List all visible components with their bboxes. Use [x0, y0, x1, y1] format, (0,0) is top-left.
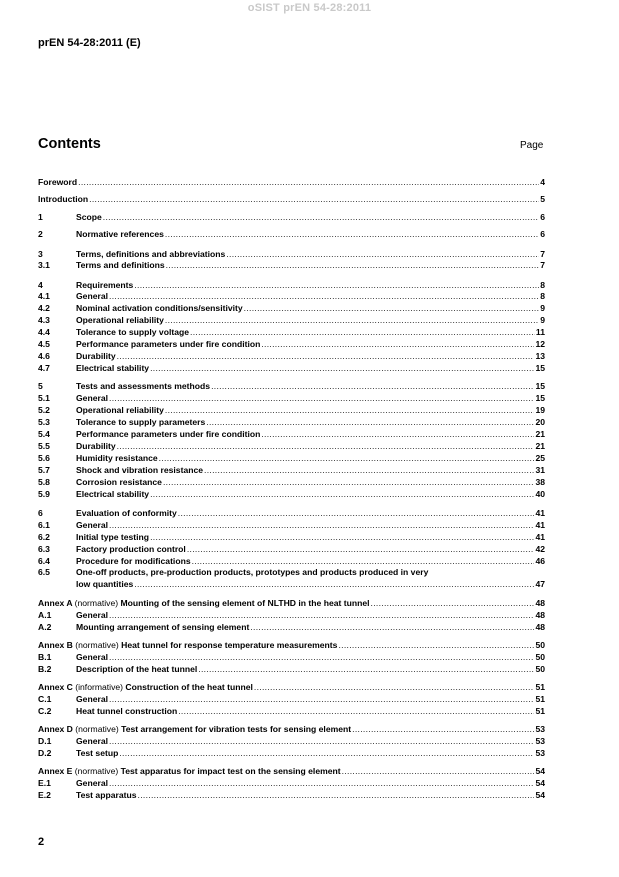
- toc-annex-entry[interactable]: [38, 765, 545, 777]
- leader-dots: [352, 723, 534, 735]
- leader-dots: [150, 531, 534, 543]
- toc-entry-number: 4.5: [38, 339, 50, 349]
- leader-dots: [117, 440, 535, 452]
- toc-entry-number: 3.1: [38, 260, 50, 270]
- toc-entry-page: 31: [535, 465, 545, 475]
- toc-entry-number: 1: [38, 212, 43, 222]
- toc-entry-page: 8: [540, 291, 545, 301]
- toc-entry-page: 8: [540, 280, 545, 290]
- toc-entry-title: Mounting arrangement of sensing element: [76, 622, 250, 632]
- toc-entry-page: 50: [535, 640, 545, 650]
- toc-entry-number: 4: [38, 280, 43, 290]
- toc-entry-title: Terms and definitions: [76, 260, 165, 270]
- leader-dots: [254, 681, 535, 693]
- leader-dots: [165, 228, 539, 240]
- toc-entry-page: 54: [535, 790, 545, 800]
- toc-entry-page: 9: [540, 303, 545, 313]
- toc-entry-page: 48: [535, 598, 545, 608]
- toc-entry-number: 6.3: [38, 544, 50, 554]
- toc-entry-title: Nominal activation conditions/sensitivity: [76, 303, 243, 313]
- leader-dots: [150, 362, 534, 374]
- toc-entry[interactable]: [38, 789, 545, 801]
- toc-entry-number: 5.6: [38, 453, 50, 463]
- toc-entry-number: 4.2: [38, 303, 50, 313]
- toc-entry[interactable]: [38, 362, 545, 374]
- toc-entry-page: 7: [540, 249, 545, 259]
- toc-entry[interactable]: [38, 338, 545, 350]
- toc-entry-page: 20: [535, 417, 545, 427]
- toc-entry-number: 5: [38, 381, 43, 391]
- toc-entry-number: B.2: [38, 664, 52, 674]
- toc-entry-title: Test apparatus: [76, 790, 137, 800]
- toc-entry-page: 51: [535, 694, 545, 704]
- toc-entry[interactable]: [38, 531, 545, 543]
- toc-entry-title: Description of the heat tunnel: [76, 664, 198, 674]
- toc-entry-page: 40: [535, 489, 545, 499]
- page-number: 2: [38, 836, 45, 848]
- toc-entry-page: 51: [535, 706, 545, 716]
- toc-entry-title: Test setup: [76, 748, 119, 758]
- toc-entry[interactable]: [38, 350, 545, 362]
- toc-entry-title: One-off products, pre-production products, prototypes and products produced in very: [76, 567, 429, 577]
- leader-dots: [166, 259, 540, 271]
- toc-entry[interactable]: [38, 543, 545, 555]
- toc-entry-number: 5.8: [38, 477, 50, 487]
- toc-entry-title: Procedure for modifications: [76, 556, 191, 566]
- toc-entry-page: 15: [535, 393, 545, 403]
- watermark: oSIST prEN 54-28:2011: [247, 2, 372, 14]
- toc-entry-number: D.1: [38, 736, 52, 746]
- leader-dots: [204, 464, 534, 476]
- leader-dots: [78, 176, 539, 188]
- leader-dots: [198, 663, 534, 675]
- toc-entry-page: 54: [535, 766, 545, 776]
- toc-entry-title: General: [76, 652, 109, 662]
- toc-entry-title: Annex E (normative) Test apparatus for impact test on the sensing element: [38, 766, 341, 776]
- toc-entry-title: Introduction: [38, 194, 89, 204]
- toc-entry[interactable]: [38, 609, 545, 621]
- toc-entry-number: 4.1: [38, 291, 50, 301]
- toc-entry-page: 46: [535, 556, 545, 566]
- toc-entry[interactable]: [38, 440, 545, 452]
- toc-entry-page: 38: [535, 477, 545, 487]
- toc-entry-page: 47: [535, 579, 545, 589]
- toc-entry-number: 6.2: [38, 532, 50, 542]
- leader-dots: [244, 302, 540, 314]
- toc-entry[interactable]: [38, 314, 545, 326]
- leader-dots: [211, 380, 534, 392]
- toc-entry[interactable]: [38, 488, 545, 500]
- leader-dots: [163, 476, 534, 488]
- toc-entry[interactable]: [38, 651, 545, 663]
- toc-entry[interactable]: [38, 290, 545, 302]
- contents-heading: Contents: [38, 136, 101, 152]
- toc-annex-entry[interactable]: [38, 681, 545, 693]
- toc-entry-number: A.1: [38, 610, 52, 620]
- toc-entry-page: 9: [540, 315, 545, 325]
- toc-annex-entry[interactable]: [38, 723, 545, 735]
- toc-entry-number: 6: [38, 508, 43, 518]
- toc-entry[interactable]: [38, 259, 545, 271]
- toc-entry-page: 54: [535, 778, 545, 788]
- toc-entry-number: E.1: [38, 778, 51, 788]
- toc-entry[interactable]: [38, 176, 545, 188]
- toc-entry-number: 4.7: [38, 363, 50, 373]
- leader-dots: [261, 338, 534, 350]
- toc-entry-title: low quantities: [76, 579, 134, 589]
- toc-entry-page: 21: [535, 441, 545, 451]
- toc-entry-number: 5.7: [38, 465, 50, 475]
- leader-dots: [338, 639, 534, 651]
- toc-entry-title: General: [76, 778, 109, 788]
- toc-entry-title: Durability: [76, 441, 116, 451]
- leader-dots: [261, 428, 534, 440]
- toc-entry-title: Factory production control: [76, 544, 186, 554]
- toc-entry-number: C.1: [38, 694, 52, 704]
- toc-entry[interactable]: [38, 211, 545, 223]
- toc-entry-page: 48: [535, 610, 545, 620]
- leader-dots: [178, 705, 534, 717]
- toc-entry[interactable]: [38, 464, 545, 476]
- toc-entry-title: Durability: [76, 351, 116, 361]
- toc-entry-page: 15: [535, 363, 545, 373]
- leader-dots: [190, 326, 535, 338]
- toc-entry-title: General: [76, 736, 109, 746]
- leader-dots: [109, 735, 534, 747]
- toc-entry-number: D.2: [38, 748, 52, 758]
- leader-dots: [342, 765, 535, 777]
- toc-entry-number: E.2: [38, 790, 51, 800]
- toc-entry-page: 41: [535, 532, 545, 542]
- toc-entry-title: Foreword: [38, 177, 78, 187]
- toc-entry-page: 7: [540, 260, 545, 270]
- toc-entry-title: General: [76, 694, 109, 704]
- toc-entry-title: Performance parameters under fire condition: [76, 429, 261, 439]
- toc-entry[interactable]: [38, 193, 545, 205]
- toc-entry-page: 25: [535, 453, 545, 463]
- toc-entry-number: 2: [38, 229, 43, 239]
- leader-dots: [109, 609, 534, 621]
- toc-entry-page: 15: [535, 381, 545, 391]
- leader-dots: [119, 747, 534, 759]
- leader-dots: [150, 488, 534, 500]
- page-column-label: Page: [520, 140, 544, 151]
- toc-entry-page: 51: [535, 682, 545, 692]
- toc-entry-title: Annex A (normative) Mounting of the sensing element of NLTHD in the heat tunnel: [38, 598, 370, 608]
- toc-entry[interactable]: [38, 380, 545, 392]
- toc-entry-title: General: [76, 520, 109, 530]
- leader-dots: [109, 392, 534, 404]
- toc-entry[interactable]: [38, 404, 545, 416]
- toc-entry-number: 5.5: [38, 441, 50, 451]
- toc-entry[interactable]: [38, 578, 545, 590]
- toc-entry-number: 6.5: [38, 567, 50, 577]
- toc-entry-title: General: [76, 291, 109, 301]
- toc-entry-title: Electrical stability: [76, 489, 150, 499]
- toc-entry[interactable]: [38, 302, 545, 314]
- toc-entry[interactable]: [38, 663, 545, 675]
- toc-entry-page: 42: [535, 544, 545, 554]
- toc-entry-title: Tolerance to supply voltage: [76, 327, 190, 337]
- toc-entry-page: 19: [535, 405, 545, 415]
- leader-dots: [134, 578, 534, 590]
- leader-dots: [138, 789, 535, 801]
- toc-entry-page: 53: [535, 736, 545, 746]
- toc-entry-page: 50: [535, 652, 545, 662]
- toc-entry-title: Heat tunnel construction: [76, 706, 178, 716]
- toc-entry-number: 5.9: [38, 489, 50, 499]
- toc-entry-page: 13: [535, 351, 545, 361]
- leader-dots: [165, 314, 539, 326]
- toc-entry-page: 6: [540, 212, 545, 222]
- toc-entry-title: Tolerance to supply parameters: [76, 417, 206, 427]
- toc-entry[interactable]: [38, 519, 545, 531]
- toc-entry-title: Normative references: [76, 229, 164, 239]
- toc-entry[interactable]: [38, 566, 545, 578]
- toc-entry[interactable]: [38, 392, 545, 404]
- toc-entry[interactable]: [38, 693, 545, 705]
- leader-dots: [371, 597, 535, 609]
- toc-entry-title: Scope: [76, 212, 102, 222]
- toc-entry-title: Annex B (normative) Heat tunnel for response temperature measurements: [38, 640, 338, 650]
- toc-entry-page: 53: [535, 724, 545, 734]
- toc-entry-page: 21: [535, 429, 545, 439]
- toc-entry[interactable]: [38, 735, 545, 747]
- toc-entry-title: Humidity resistance: [76, 453, 158, 463]
- toc-annex-entry[interactable]: [38, 639, 545, 651]
- toc-entry-title: Tests and assessments methods: [76, 381, 211, 391]
- toc-entry-page: 11: [535, 327, 545, 337]
- toc-entry-page: 6: [540, 229, 545, 239]
- leader-dots: [206, 416, 534, 428]
- leader-dots: [165, 404, 535, 416]
- toc-entry-title: General: [76, 610, 109, 620]
- toc-entry-page: 41: [535, 520, 545, 530]
- toc-entry[interactable]: [38, 416, 545, 428]
- toc-entry-title: Terms, definitions and abbreviations: [76, 249, 226, 259]
- toc-entry[interactable]: [38, 621, 545, 633]
- leader-dots: [109, 651, 534, 663]
- toc-entry[interactable]: [38, 705, 545, 717]
- leader-dots: [89, 193, 539, 205]
- toc-entry[interactable]: [38, 228, 545, 240]
- toc-entry-number: 5.4: [38, 429, 50, 439]
- toc-entry[interactable]: [38, 326, 545, 338]
- toc-entry-title: Initial type testing: [76, 532, 150, 542]
- toc-entry-page: 4: [540, 177, 545, 187]
- toc-entry-page: 12: [535, 339, 545, 349]
- leader-dots: [103, 211, 539, 223]
- toc-entry[interactable]: [38, 747, 545, 759]
- toc-entry-number: 4.3: [38, 315, 50, 325]
- toc-entry-title: Corrosion resistance: [76, 477, 162, 487]
- leader-dots: [159, 452, 535, 464]
- toc-entry[interactable]: [38, 476, 545, 488]
- toc-entry-title: Operational reliability: [76, 405, 164, 415]
- toc-entry[interactable]: [38, 428, 545, 440]
- toc-entry-page: 48: [535, 622, 545, 632]
- leader-dots: [109, 693, 534, 705]
- leader-dots: [178, 507, 535, 519]
- toc-entry-number: 3: [38, 249, 43, 259]
- toc-entry-number: 6.4: [38, 556, 50, 566]
- toc-entry[interactable]: [38, 507, 545, 519]
- toc-entry-title: Requirements: [76, 280, 134, 290]
- toc-entry-number: 5.2: [38, 405, 50, 415]
- toc-entry-title: Evaluation of conformity: [76, 508, 177, 518]
- document-id: prEN 54-28:2011 (E): [38, 37, 141, 49]
- toc-entry-page: 53: [535, 748, 545, 758]
- toc-entry-number: C.2: [38, 706, 52, 716]
- toc-entry-page: 5: [540, 194, 545, 204]
- toc-entry-title: Electrical stability: [76, 363, 150, 373]
- leader-dots: [109, 519, 534, 531]
- toc-entry-title: Annex C (informative) Construction of the heat tunnel: [38, 682, 253, 692]
- toc-entry-page: 50: [535, 664, 545, 674]
- leader-dots: [109, 290, 539, 302]
- toc-annex-entry[interactable]: [38, 597, 545, 609]
- toc-entry-number: 5.1: [38, 393, 50, 403]
- toc-entry-title: Operational reliability: [76, 315, 164, 325]
- toc-entry-page: 41: [535, 508, 545, 518]
- toc-entry-number: 6.1: [38, 520, 50, 530]
- leader-dots: [109, 777, 534, 789]
- leader-dots: [250, 621, 534, 633]
- toc-entry-number: 5.3: [38, 417, 50, 427]
- toc-entry-title: Shock and vibration resistance: [76, 465, 204, 475]
- toc-entry-number: 4.4: [38, 327, 50, 337]
- leader-dots: [117, 350, 535, 362]
- toc-entry-title: Performance parameters under fire condition: [76, 339, 261, 349]
- toc-entry-title: General: [76, 393, 109, 403]
- toc-entry-number: B.1: [38, 652, 52, 662]
- toc-entry-title: Annex D (normative) Test arrangement for vibration tests for sensing element: [38, 724, 352, 734]
- toc-entry[interactable]: [38, 452, 545, 464]
- toc-entry[interactable]: [38, 777, 545, 789]
- toc-entry-number: 4.6: [38, 351, 50, 361]
- leader-dots: [187, 543, 535, 555]
- toc-entry-number: A.2: [38, 622, 52, 632]
